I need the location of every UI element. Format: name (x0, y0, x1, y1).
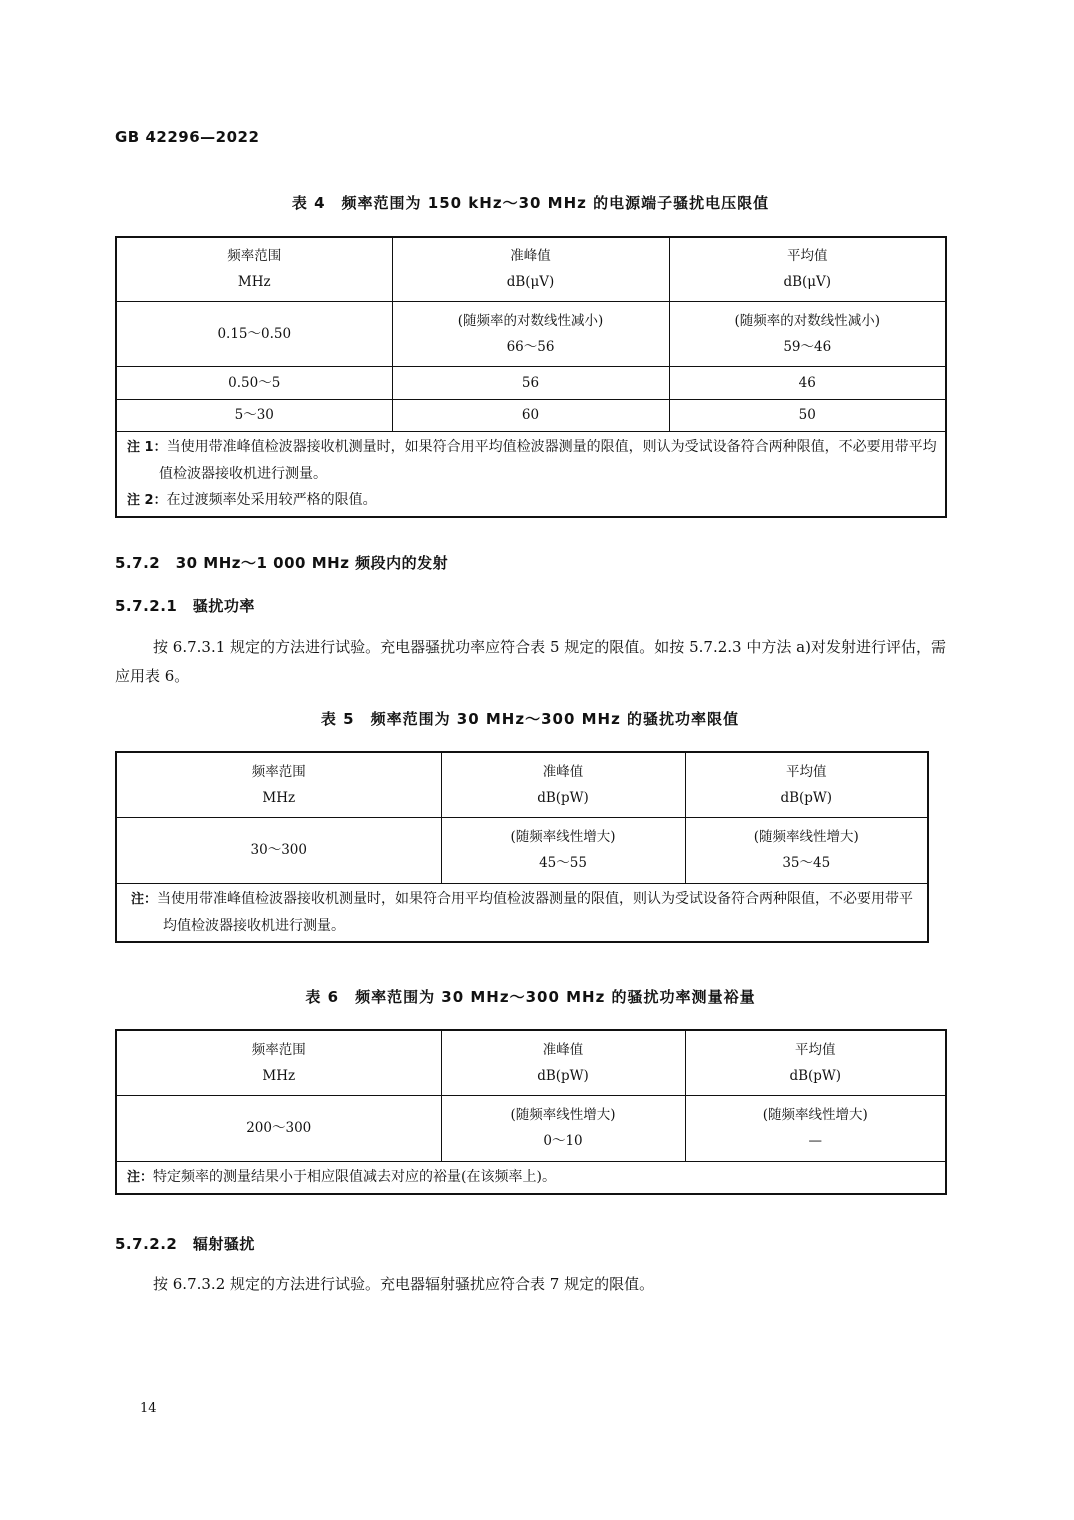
section-5-7-2-1-paragraph: 按 6.7.3.1 规定的方法进行试验。充电器骚扰功率应符合表 5 规定的限值。如按 5.7.2.3 中方法 a)对发射进行评估，需应用表 6。 (115, 638, 946, 685)
table-4-note-2: 注 2：在过渡频率处采用较严格的限值。 (127, 491, 377, 508)
table-4-notes (116, 431, 946, 517)
table-row (116, 1095, 946, 1161)
table-5-cell-qp: (随频率线性增大) 45～55 (441, 817, 685, 883)
table-row (116, 817, 928, 883)
table-4-caption: 表 4 频率范围为 150 kHz～30 MHz 的电源端子骚扰电压限值 (291, 194, 770, 212)
table-4-header-avg: 平均值 dB(μV) (669, 237, 946, 301)
table-5-header-freq: 频率范围 MHz (116, 752, 441, 817)
table-5-note: 注：当使用带准峰值检波器接收机测量时，如果符合用平均值检波器测量的限值，则认为受试设备符合两种限值，不必要用带平均值检波器接收机进行测量。 (131, 890, 914, 934)
table-row (116, 366, 946, 399)
table-4-header-freq: 频率范围 MHz (116, 237, 392, 301)
table-6-notes (116, 1161, 946, 1194)
section-heading-5-7-2-2: 5.7.2.2 辐射骚扰 (115, 1235, 255, 1253)
page-number: 14 (140, 1401, 157, 1416)
table-5-notes (116, 883, 928, 942)
table-5-cell-avg: (随频率线性增大) 35～45 (685, 817, 928, 883)
table-4-cell-qp: 56 (392, 366, 669, 399)
table-6-header-row (116, 1030, 946, 1095)
section-heading-5-7-2-1: 5.7.2.1 骚扰功率 (115, 597, 255, 615)
table-6-note: 注：特定频率的测量结果小于相应限值减去对应的裕量(在该频率上)。 (127, 1168, 556, 1185)
table-5-notes-row (116, 883, 928, 942)
table-5 (115, 751, 929, 943)
table-4-cell-freq: 0.50～5 (116, 366, 392, 399)
table-6-header-qp: 准峰值 dB(pW) (441, 1030, 685, 1095)
table-5-cell-freq: 30～300 (116, 817, 441, 883)
table-4-cell-avg: 50 (669, 399, 946, 431)
table-6-cell-avg: (随频率线性增大) — (685, 1095, 946, 1161)
table-4 (115, 236, 947, 518)
table-6-header-freq: 频率范围 MHz (116, 1030, 441, 1095)
table-row (116, 301, 946, 366)
table-4-header-row (116, 237, 946, 301)
table-4-cell-freq: 5～30 (116, 399, 392, 431)
table-5-header-row (116, 752, 928, 817)
table-4-cell-freq: 0.15～0.50 (116, 301, 392, 366)
table-6-notes-row (116, 1161, 946, 1194)
table-5-header-avg: 平均值 dB(pW) (685, 752, 928, 817)
table-6-cell-qp: (随频率线性增大) 0～10 (441, 1095, 685, 1161)
table-4-notes-row (116, 431, 946, 517)
table-4-note-1: 注 1：当使用带准峰值检波器接收机测量时，如果符合用平均值检波器测量的限值，则认为受试设备符合两种限值，不必要用带平均值检波器接收机进行测量。 (127, 438, 937, 482)
table-6-caption: 表 6 频率范围为 30 MHz～300 MHz 的骚扰功率测量裕量 (305, 988, 756, 1006)
section-5-7-2-2-paragraph: 按 6.7.3.2 规定的方法进行试验。充电器辐射骚扰应符合表 7 规定的限值。 (153, 1275, 655, 1293)
document-header: GB 42296—2022 (115, 128, 260, 146)
section-heading-5-7-2: 5.7.2 30 MHz～1 000 MHz 频段内的发射 (115, 554, 449, 572)
table-6-cell-freq: 200～300 (116, 1095, 441, 1161)
table-5-header-qp: 准峰值 dB(pW) (441, 752, 685, 817)
table-4-cell-qp: 60 (392, 399, 669, 431)
table-4-header-qp: 准峰值 dB(μV) (392, 237, 669, 301)
table-6 (115, 1029, 947, 1195)
table-4-cell-avg: 46 (669, 366, 946, 399)
table-5-caption: 表 5 频率范围为 30 MHz～300 MHz 的骚扰功率限值 (320, 710, 740, 728)
table-row (116, 399, 946, 431)
table-6-header-avg: 平均值 dB(pW) (685, 1030, 946, 1095)
table-4-cell-qp: (随频率的对数线性减小) 66～56 (392, 301, 669, 366)
table-4-cell-avg: (随频率的对数线性减小) 59～46 (669, 301, 946, 366)
